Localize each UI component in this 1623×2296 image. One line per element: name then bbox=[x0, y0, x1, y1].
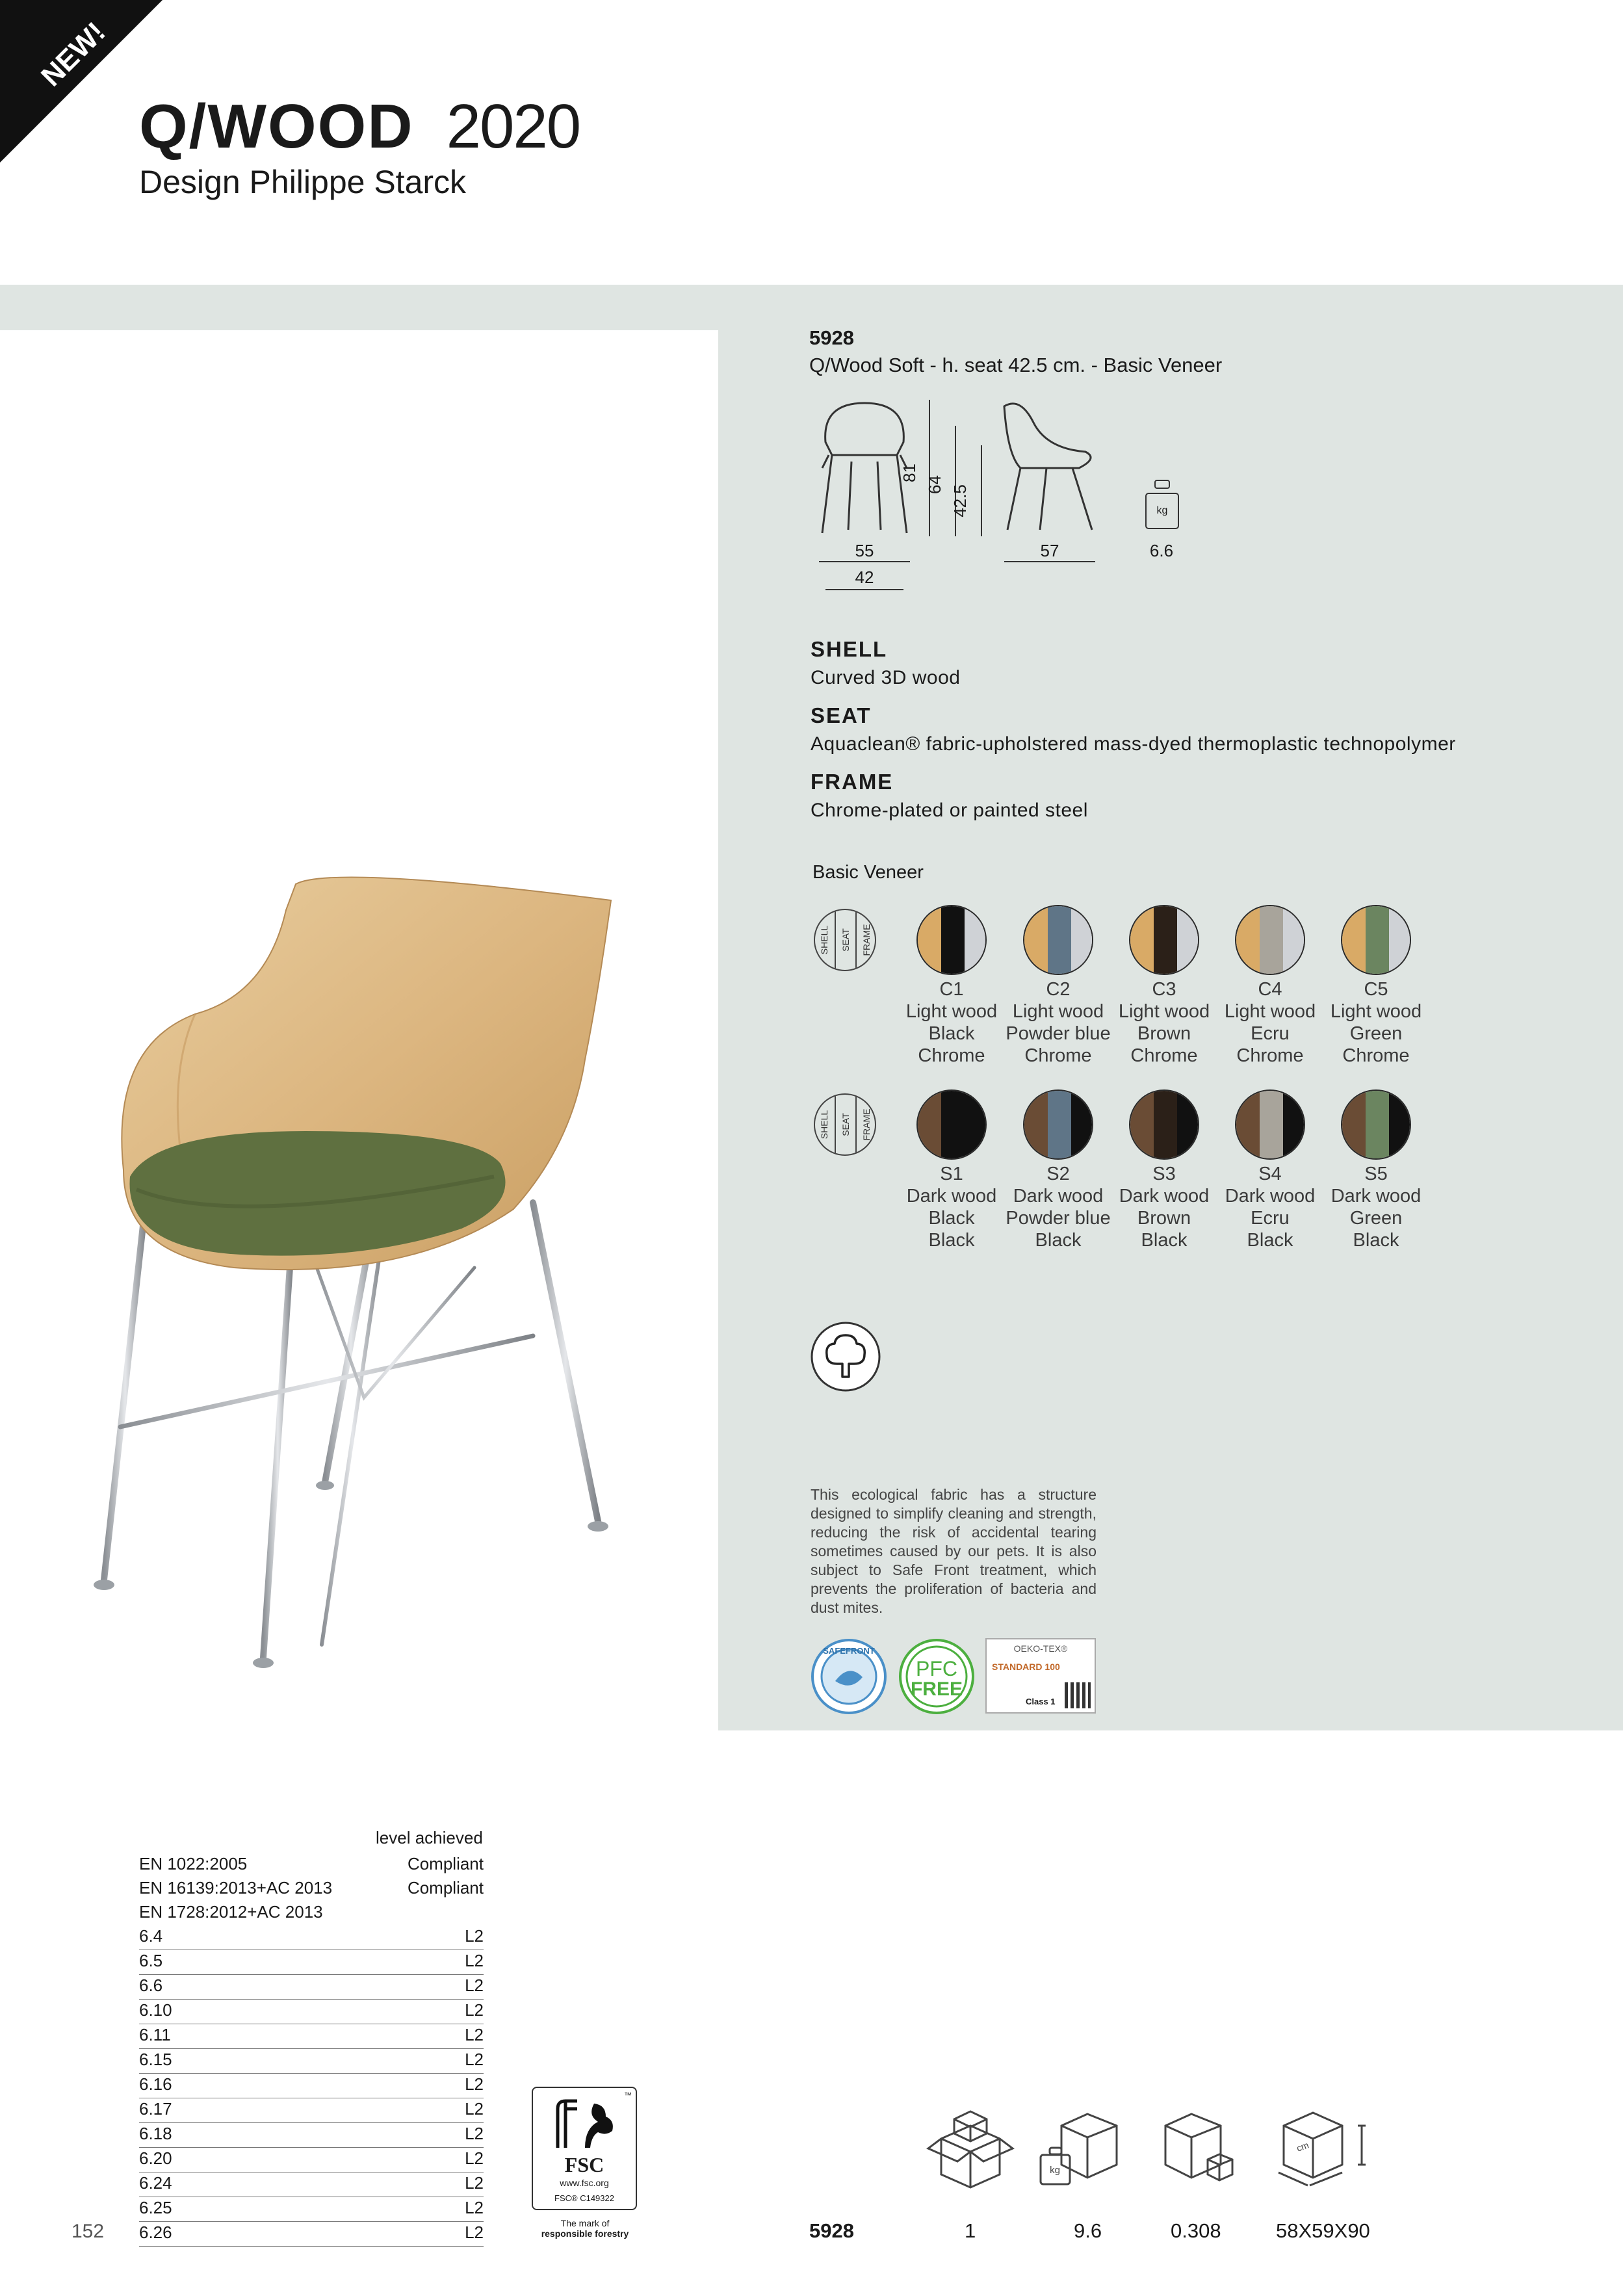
product-year: 2020 bbox=[446, 92, 580, 161]
test-row bbox=[139, 1951, 484, 1975]
variant-label-c4 bbox=[1215, 978, 1325, 1067]
swatch-seat bbox=[1260, 1091, 1283, 1158]
box-weight-icon bbox=[1035, 2100, 1126, 2191]
package-weight: 9.6 bbox=[1074, 2219, 1102, 2242]
test-name: 6.6 bbox=[139, 1976, 163, 1995]
tree-icon bbox=[810, 1321, 881, 1392]
variant-label-s5 bbox=[1321, 1163, 1431, 1251]
variant-shell: Dark wood bbox=[1013, 1186, 1104, 1207]
variant-label-s3 bbox=[1109, 1163, 1219, 1251]
package-size: 58X59X90 bbox=[1276, 2219, 1370, 2242]
test-name: 6.10 bbox=[139, 2000, 172, 2020]
variant-shell: Light wood bbox=[1224, 1001, 1316, 1022]
box-volume-icon bbox=[1156, 2100, 1247, 2191]
variant-shell: Light wood bbox=[1012, 1001, 1104, 1022]
variant-code: C2 bbox=[1046, 979, 1071, 1000]
variant-code: S1 bbox=[940, 1164, 963, 1184]
oeko-class: Class 1 bbox=[1026, 1697, 1056, 1706]
swatch-s2 bbox=[1023, 1089, 1093, 1160]
weight-icon bbox=[1145, 480, 1179, 536]
package-volume: 0.308 bbox=[1171, 2219, 1221, 2242]
variant-legend-2 bbox=[814, 1093, 876, 1156]
fsc-url: www.fsc.org bbox=[560, 2178, 609, 2188]
test-row bbox=[139, 2050, 484, 2074]
safefront-logo bbox=[811, 1638, 887, 1715]
swatch-s1 bbox=[916, 1089, 987, 1160]
safefront-text: SAFEFRONT bbox=[823, 1646, 875, 1656]
test-level: L2 bbox=[465, 2025, 484, 2044]
box-size-unit: cm bbox=[1295, 2139, 1310, 2154]
dim-height: 81 bbox=[899, 463, 919, 482]
variant-label-c5 bbox=[1321, 978, 1431, 1067]
variant-frame: Black bbox=[1353, 1230, 1399, 1251]
standard-row bbox=[139, 1878, 484, 1901]
standard-name: EN 16139:2013+AC 2013 bbox=[139, 1878, 333, 1898]
test-row bbox=[139, 1976, 484, 2000]
oeko-title: OEKO-TEX® bbox=[1013, 1643, 1068, 1654]
swatch-c5 bbox=[1341, 905, 1411, 975]
qr-code-icon bbox=[1065, 1682, 1091, 1708]
dim-seat-height: 42.5 bbox=[950, 484, 970, 517]
box-weight-unit: kg bbox=[1050, 2165, 1060, 2176]
variant-frame: Chrome bbox=[1342, 1045, 1410, 1066]
swatch-shell bbox=[1024, 1091, 1048, 1158]
legend-seat: SEAT bbox=[840, 928, 851, 952]
product-code: 5928 bbox=[809, 326, 854, 349]
standard-level: Compliant bbox=[407, 1878, 484, 1898]
variant-shell: Light wood bbox=[905, 1001, 998, 1022]
variant-label-c1 bbox=[896, 978, 1007, 1067]
variant-frame: Chrome bbox=[1024, 1045, 1092, 1066]
dim-weight: 6.6 bbox=[1149, 541, 1174, 560]
swatch-shell bbox=[918, 906, 941, 974]
test-level: L2 bbox=[465, 2099, 484, 2119]
swatch-frame bbox=[1177, 1091, 1199, 1158]
dim-width: 55 bbox=[855, 541, 874, 560]
test-level: L2 bbox=[465, 2223, 484, 2242]
side-view-drawing bbox=[994, 397, 1105, 540]
swatch-s5 bbox=[1341, 1089, 1411, 1160]
standard-level: Compliant bbox=[407, 1854, 484, 1873]
fsc-tagline-1: The mark of bbox=[560, 2218, 610, 2228]
test-name: 6.15 bbox=[139, 2050, 172, 2069]
swatch-c1 bbox=[916, 905, 987, 975]
test-name: 6.18 bbox=[139, 2124, 172, 2143]
test-row bbox=[139, 2099, 484, 2123]
test-row bbox=[139, 2223, 484, 2247]
swatch-s4 bbox=[1235, 1089, 1305, 1160]
chair-photo bbox=[71, 865, 643, 1677]
test-row bbox=[139, 1926, 484, 1950]
seat-heading: SEAT bbox=[811, 703, 872, 727]
variant-seat: Black bbox=[928, 1208, 975, 1229]
variant-frame: Chrome bbox=[1236, 1045, 1304, 1066]
pfc-text: PFC bbox=[916, 1657, 957, 1680]
test-name: 6.17 bbox=[139, 2099, 172, 2119]
swatch-s3 bbox=[1129, 1089, 1199, 1160]
test-level: L2 bbox=[465, 2198, 484, 2217]
test-level: L2 bbox=[465, 1926, 484, 1946]
variant-seat: Brown bbox=[1137, 1208, 1191, 1229]
fsc-name: FSC bbox=[564, 2153, 604, 2176]
width-line bbox=[819, 561, 910, 562]
variant-title: Basic Veneer bbox=[812, 862, 924, 883]
variant-code: S2 bbox=[1046, 1164, 1070, 1184]
swatch-seat bbox=[1048, 1091, 1071, 1158]
fsc-code: FSC® C149322 bbox=[554, 2193, 614, 2203]
swatch-shell bbox=[918, 1091, 941, 1158]
variant-shell: Light wood bbox=[1118, 1001, 1210, 1022]
legend-shell: SHELL bbox=[819, 925, 829, 955]
test-row bbox=[139, 2173, 484, 2197]
test-level: L2 bbox=[465, 2124, 484, 2143]
test-level: L2 bbox=[465, 2050, 484, 2069]
eco-description: This ecological fabric has a structure designed to simplify cleaning and strength, reducing the risk of accidental tearing sometimes caused by our pets. It is also subject to Safe Front treatment, which prevents the proliferation of bacteria and dust mites. bbox=[811, 1486, 1097, 1616]
designer-credit: Design Philippe Starck bbox=[139, 164, 467, 200]
test-name: 6.16 bbox=[139, 2074, 172, 2094]
swatch-shell bbox=[1236, 1091, 1260, 1158]
swatch-seat bbox=[1154, 906, 1177, 974]
swatch-seat bbox=[941, 1091, 965, 1158]
variant-shell: Dark wood bbox=[1225, 1186, 1316, 1207]
test-level: L2 bbox=[465, 2148, 484, 2168]
legend-seat: SEAT bbox=[840, 1113, 851, 1136]
package-code: 5928 bbox=[809, 2219, 854, 2242]
fsc-logo bbox=[532, 2087, 637, 2210]
variant-code: C3 bbox=[1152, 979, 1176, 1000]
swatch-c2 bbox=[1023, 905, 1093, 975]
swatch-seat bbox=[1366, 906, 1389, 974]
variant-shell: Dark wood bbox=[906, 1186, 997, 1207]
swatch-c4 bbox=[1235, 905, 1305, 975]
swatch-frame bbox=[965, 1091, 987, 1158]
fsc-tree-icon bbox=[551, 2096, 619, 2152]
new-badge bbox=[0, 0, 162, 163]
variant-label-s4 bbox=[1215, 1163, 1325, 1251]
swatch-frame bbox=[965, 906, 987, 974]
swatch-c3 bbox=[1129, 905, 1199, 975]
test-row bbox=[139, 2198, 484, 2222]
dim-depth: 57 bbox=[1040, 541, 1059, 560]
swatch-shell bbox=[1236, 906, 1260, 974]
swatch-shell bbox=[1342, 906, 1366, 974]
legend-frame: FRAME bbox=[861, 924, 872, 956]
test-row bbox=[139, 2148, 484, 2172]
variant-shell: Light wood bbox=[1330, 1001, 1422, 1022]
front-view-drawing bbox=[816, 397, 913, 540]
variant-frame: Chrome bbox=[918, 1045, 985, 1066]
box-size-icon bbox=[1271, 2100, 1375, 2191]
legend-frame: FRAME bbox=[861, 1108, 872, 1141]
variant-code: S5 bbox=[1364, 1164, 1388, 1184]
legend-shell: SHELL bbox=[819, 1110, 829, 1140]
test-level: L2 bbox=[465, 1976, 484, 1995]
fsc-tagline bbox=[520, 2218, 650, 2239]
swatch-shell bbox=[1130, 1091, 1154, 1158]
test-name: 6.20 bbox=[139, 2148, 172, 2168]
test-row bbox=[139, 2124, 484, 2148]
variant-code: C1 bbox=[939, 979, 964, 1000]
variant-frame: Chrome bbox=[1130, 1045, 1198, 1066]
variant-code: C4 bbox=[1258, 979, 1282, 1000]
fsc-tagline-2: responsible forestry bbox=[541, 2228, 629, 2239]
variant-code: S3 bbox=[1152, 1164, 1176, 1184]
swatch-seat bbox=[941, 906, 965, 974]
test-name: 6.11 bbox=[139, 2025, 171, 2044]
variant-shell: Dark wood bbox=[1331, 1186, 1422, 1207]
package-pieces: 1 bbox=[965, 2219, 976, 2242]
swatch-seat bbox=[1154, 1091, 1177, 1158]
fsc-tm: ™ bbox=[624, 2091, 632, 2100]
swatch-seat bbox=[1048, 906, 1071, 974]
swatch-seat bbox=[1260, 906, 1283, 974]
variant-seat: Green bbox=[1349, 1023, 1403, 1044]
seat-text: Aquaclean® fabric-upholstered mass-dyed thermoplastic technopolymer bbox=[811, 733, 1456, 755]
variant-seat: Brown bbox=[1137, 1023, 1191, 1044]
new-badge-text: NEW! bbox=[35, 16, 112, 93]
seat-width-line bbox=[825, 589, 903, 590]
test-level: L2 bbox=[465, 1951, 484, 1970]
swatch-shell bbox=[1342, 1091, 1366, 1158]
weight-unit: kg bbox=[1145, 493, 1179, 529]
oeko-standard: STANDARD 100 bbox=[992, 1662, 1060, 1672]
test-name: 6.5 bbox=[139, 1951, 163, 1970]
level-heading: level achieved bbox=[376, 1828, 483, 1847]
variant-frame: Black bbox=[1035, 1230, 1082, 1251]
test-name: 6.24 bbox=[139, 2173, 172, 2193]
swatch-frame bbox=[1283, 906, 1305, 974]
box-pieces-icon bbox=[922, 2100, 1019, 2191]
shell-text: Curved 3D wood bbox=[811, 667, 961, 688]
swatch-frame bbox=[1071, 1091, 1093, 1158]
swatch-frame bbox=[1071, 906, 1093, 974]
test-name: 6.26 bbox=[139, 2223, 172, 2242]
test-level: L2 bbox=[465, 2000, 484, 2020]
swatch-seat bbox=[1366, 1091, 1389, 1158]
depth-line bbox=[1004, 561, 1095, 562]
test-level: L2 bbox=[465, 2173, 484, 2193]
variant-seat: Powder blue bbox=[1006, 1208, 1111, 1229]
variant-legend-1 bbox=[814, 909, 876, 971]
variant-seat: Ecru bbox=[1251, 1023, 1290, 1044]
shell-heading: SHELL bbox=[811, 637, 888, 661]
test-name: 6.25 bbox=[139, 2198, 172, 2217]
product-description: Q/Wood Soft - h. seat 42.5 cm. - Basic Veneer bbox=[809, 354, 1223, 376]
variant-frame: Black bbox=[928, 1230, 975, 1251]
variant-label-c3 bbox=[1109, 978, 1219, 1067]
variant-label-s1 bbox=[896, 1163, 1007, 1251]
standard-row bbox=[139, 1854, 484, 1877]
swatch-frame bbox=[1177, 906, 1199, 974]
frame-heading: FRAME bbox=[811, 770, 894, 794]
variant-code: S4 bbox=[1258, 1164, 1282, 1184]
variant-frame: Black bbox=[1247, 1230, 1293, 1251]
test-row bbox=[139, 2074, 484, 2098]
dim-armrest-height: 64 bbox=[924, 475, 944, 494]
dim-seat-width: 42 bbox=[855, 567, 874, 587]
swatch-frame bbox=[1283, 1091, 1305, 1158]
variant-seat: Ecru bbox=[1251, 1208, 1290, 1229]
variant-seat: Powder blue bbox=[1006, 1023, 1111, 1044]
free-text: FREE bbox=[910, 1678, 963, 1700]
variant-seat: Black bbox=[928, 1023, 975, 1044]
swatch-frame bbox=[1389, 906, 1411, 974]
variant-shell: Dark wood bbox=[1119, 1186, 1210, 1207]
product-name: Q/WOOD bbox=[139, 92, 414, 161]
oeko-tex-label bbox=[985, 1638, 1096, 1714]
standard-name: EN 1022:2005 bbox=[139, 1854, 248, 1873]
test-row bbox=[139, 2000, 484, 2024]
swatch-shell bbox=[1130, 906, 1154, 974]
test-row bbox=[139, 2025, 484, 2049]
standard-name: EN 1728:2012+AC 2013 bbox=[139, 1902, 323, 1922]
variant-frame: Black bbox=[1141, 1230, 1188, 1251]
variant-code: C5 bbox=[1364, 979, 1388, 1000]
page-title bbox=[139, 91, 580, 163]
variant-label-c2 bbox=[1003, 978, 1113, 1067]
variant-seat: Green bbox=[1349, 1208, 1403, 1229]
swatch-shell bbox=[1024, 906, 1048, 974]
page-number: 152 bbox=[71, 2221, 105, 2242]
test-level: L2 bbox=[465, 2074, 484, 2094]
frame-text: Chrome-plated or painted steel bbox=[811, 800, 1088, 821]
test-name: 6.4 bbox=[139, 1926, 163, 1946]
variant-label-s2 bbox=[1003, 1163, 1113, 1251]
standard-row bbox=[139, 1902, 484, 1925]
pfc-free-logo bbox=[898, 1638, 975, 1715]
swatch-frame bbox=[1389, 1091, 1411, 1158]
